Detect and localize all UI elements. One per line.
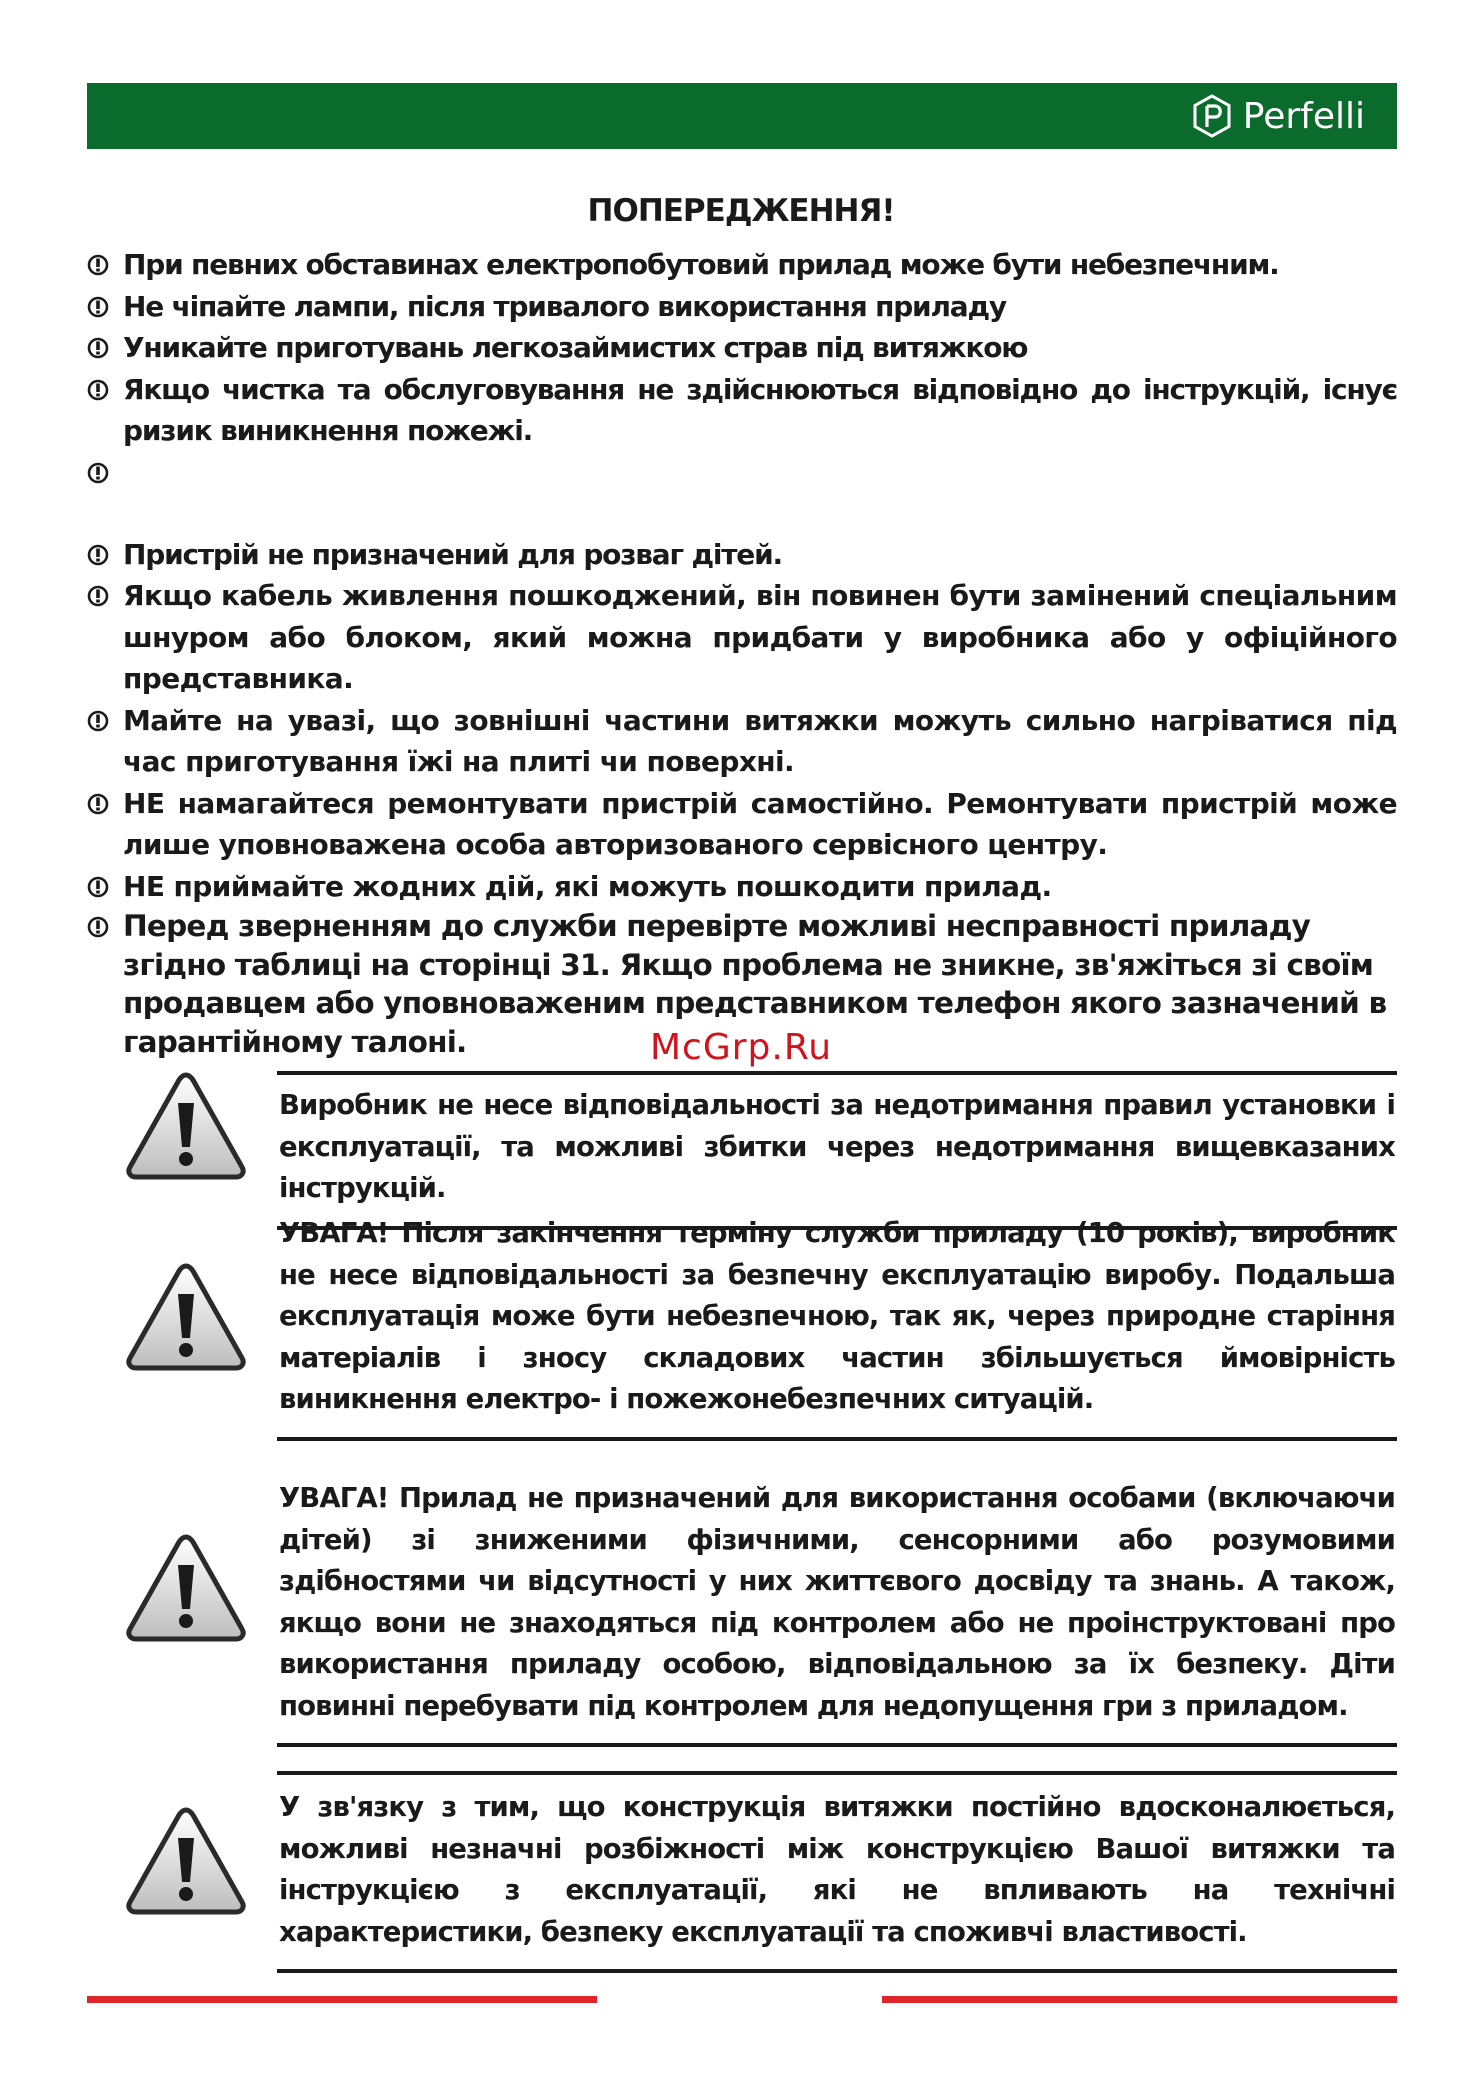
- notice-text: УВАГА! Після закінчення терміну служби приладу (10 років), виробник не несе відповідальності за безпечну експлуатацію виробу. Подальша експлуатація може бути небезпечною, так як, через природне старіння матеріалів і зносу складових частин збільшується ймовірність виникнення електро- і пожежонебезпечних ситуацій.: [279, 1217, 1395, 1415]
- warning-list: [87, 244, 1397, 1061]
- warning-item: Пристрій не призначений для розваг дітей.: [87, 534, 1397, 576]
- warning-item: НЕ намагайтеся ремонтувати пристрій самостійно. Ремонтувати пристрій може лише уповноважена особа авторизованого сервісного центру.: [87, 783, 1397, 866]
- perfelli-logo-icon: [1191, 93, 1233, 139]
- header-bar: [87, 83, 1397, 149]
- notice-text: УВАГА! Прилад не призначений для використання особами (включаючи дітей) зі зниженими фізичними, сенсорними або розумовими здібностями чи відсутності у них життєвого досвіду та знань. А також, якщо вони не знаходяться під контролем або не проінструктовані про використання приладу особою, відповідальною за їх безпеку. Діти повинні перебувати під контролем для недопущення гри з приладом.: [279, 1482, 1395, 1722]
- warning-item: Не чіпайте лампи, після тривалого використання приладу: [87, 286, 1397, 328]
- info-icon: [87, 916, 109, 938]
- info-icon: [87, 710, 109, 732]
- footer-line-left: [87, 1996, 597, 2003]
- notice-box: [277, 1193, 1397, 1441]
- info-icon: [87, 379, 109, 401]
- info-icon: [87, 793, 109, 815]
- info-icon: [87, 296, 109, 318]
- info-icon: [87, 462, 109, 484]
- page-title: ПОПЕРЕДЖЕННЯ!: [587, 193, 895, 229]
- warning-item: При певних обставинах електропобутовий прилад може бути небезпечним.: [87, 244, 1397, 286]
- watermark: McGrp.Ru: [650, 1027, 833, 1068]
- warning-item: Якщо чистка та обслуговування не здійснюються відповідно до інструкцій, існує ризик виникнення пожежі.: [87, 369, 1397, 452]
- warning-triangle-icon: [125, 1533, 247, 1643]
- warning-item: Уникайте приготувань легкозаймистих страв під витяжкою: [87, 327, 1397, 369]
- warning-item: Якщо кабель живлення пошкоджений, він повинен бути замінений спеціальним шнуром або блоком, який можна придбати у виробника або у офіційного представника.: [87, 575, 1397, 700]
- notice-box: [277, 1771, 1397, 1973]
- warning-item: НЕ приймайте жодних дій, які можуть пошкодити прилад.: [87, 866, 1397, 908]
- notice-text: У зв'язку з тим, що конструкція витяжки постійно вдосконалюється, можливі незначні розбіжності між конструкцією Вашої витяжки та інструкцією з експлуатації, які не впливають на технічні характеристики, безпеку експлуатації та споживчі властивості.: [279, 1791, 1395, 1948]
- info-icon: [87, 254, 109, 276]
- warning-item-empty: [87, 452, 1397, 534]
- info-icon: [87, 876, 109, 898]
- footer-line-right: [882, 1996, 1397, 2003]
- brand: [1191, 93, 1365, 139]
- warning-item: Майте на увазі, що зовнішні частини витяжки можуть сильно нагріватися під час приготування їжі на плиті чи поверхні.: [87, 700, 1397, 783]
- warning-triangle-icon: [125, 1071, 247, 1181]
- warning-item: Перед зверненням до служби перевірте можливі несправності приладу згідно таблиці на сторінці 31. Якщо проблема не зникне, зв'яжіться зі своїм продавцем або уповноваженим представником телефон якого зазначений в гарантійному талоні.: [87, 907, 1397, 1061]
- warning-triangle-icon: [125, 1262, 247, 1372]
- info-icon: [87, 585, 109, 607]
- info-icon: [87, 337, 109, 359]
- brand-name: Perfelli: [1242, 95, 1365, 137]
- notice-text: Виробник не несе відповідальності за недотримання правил установки і експлуатації, та можливі збитки через недотримання вищевказаних інструкцій.: [279, 1089, 1395, 1204]
- info-icon: [87, 544, 109, 566]
- notice-box: [277, 1458, 1397, 1747]
- warning-triangle-icon: [125, 1806, 247, 1916]
